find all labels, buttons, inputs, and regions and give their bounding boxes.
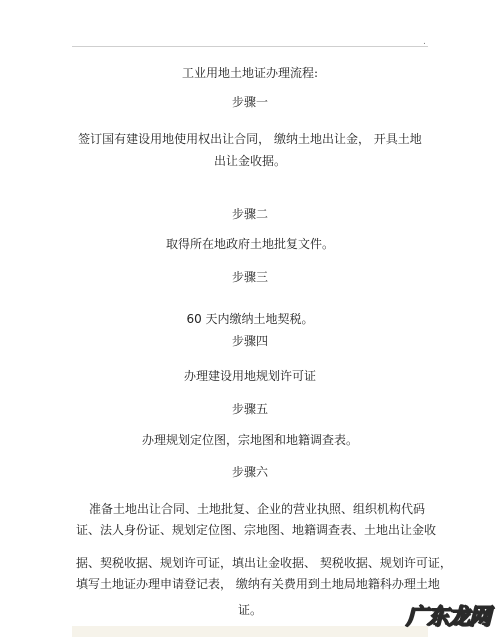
footer-bar [72,626,428,637]
step-1-text-line-2: 出让金收据。 [213,154,286,168]
step-3-text-line-1 [0,312,500,326]
document-title: 工业用地土地证办理流程: [181,66,319,80]
step-6-text-line-5: 证。 [237,603,262,617]
step-6-label: 步骤六 [231,465,268,479]
step-3-day-count: 60 [186,312,202,326]
watermark-logo [406,600,490,631]
step-1-label: 步骤一 [231,95,268,109]
step-6-text-line-1: 准备土地出让合同、土地批复、企业的营业执照、组织机构代码 [89,502,426,516]
step-5-label: 步骤五 [231,402,268,416]
step-3-label: 步骤三 [231,270,268,284]
step-4-text-line-1: 办理建设用地规划许可证 [183,369,316,383]
step-2-text-line-1: 取得所在地政府土地批复文件。 [165,237,334,251]
corner-mark: . [423,37,426,47]
step-6-text-line-3: 据、契税收据、规划许可证，填出让金收据、 契税收据、规划许可证， [76,556,452,570]
step-4-label: 步骤四 [231,334,268,348]
watermark-text: 广东龙网 [405,605,490,630]
header-rule [72,46,428,47]
step-3-text: 天内缴纳土地契税。 [201,312,314,326]
step-6-text-line-4: 填写土地证办理申请登记表， 缴纳有关费用到土地局地籍科办理土地 [76,577,440,591]
step-6-text-line-2: 证、法人身份证、规划定位图、宗地图、地籍调查表、土地出让金收 [76,523,437,537]
step-5-text-line-1: 办理规划定位图，宗地图和地籍调查表。 [141,433,358,447]
step-2-label: 步骤二 [231,207,268,221]
step-1-text-line-1: 签订国有建设用地使用权出让合同， 缴纳土地出让金， 开具土地 [78,132,422,146]
